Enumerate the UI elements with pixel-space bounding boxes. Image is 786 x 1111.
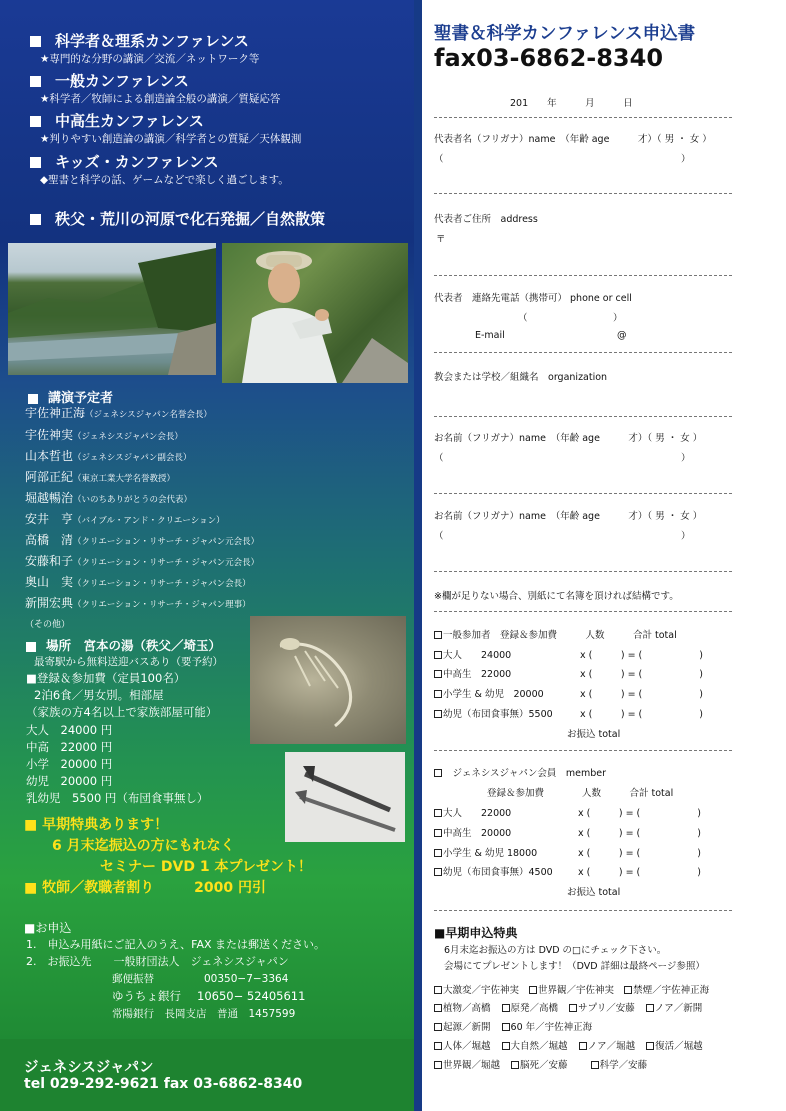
form-title: 聖書＆科学カンファレンス申込書 [434,24,696,44]
early-form-line2: 会場にてプレゼントします！（DVD 詳細は最終ページ参照） [444,961,705,972]
general-row[interactable]: 小学生 & 幼児 20000 [434,686,544,700]
member-qty[interactable]: x ( ) = ( ) [578,828,701,839]
dvd-option[interactable]: ノア／堀越 [579,1041,636,1052]
checkbox[interactable] [434,769,442,777]
dvd-option[interactable]: 科学／安藤 [591,1060,648,1071]
rep-name-field[interactable]: （ ） [434,154,691,165]
dvd-option[interactable]: 世界観／堀越 [434,1060,500,1071]
footer-contact: tel 029-292-9621 fax 03-6862-8340 [24,1076,303,1092]
speaker-photo [222,243,408,383]
divider [434,611,732,612]
divider [434,750,732,751]
member-subheader: 登録＆参加費 人数 合計 total [487,788,674,799]
date-field[interactable]: 201 年 月 日 [510,98,633,109]
divider [434,117,732,118]
general-row[interactable]: 大人 24000 [434,647,511,661]
dvd-option[interactable]: 起源／新開 [434,1022,491,1033]
speaker-item: 安藤和子（クリエーション・リサーチ・ジャパン元会長） [25,554,260,568]
conference-highschool-sub: ★判りやすい創造論の講演／科学者との質疑／天体観測 [40,133,302,145]
speaker-item: 安井 亨（バイブル・アンド・クリエーション） [25,512,225,526]
fee-row: 乳幼児 5500 円（布団食事無し） [26,791,209,805]
early-form-title: ■早期申込特典 [434,926,518,940]
member-header: ジェネシスジャパン会員 member [434,765,606,779]
divider [434,193,732,194]
divider [434,416,732,417]
conference-science-sub: ★専門的な分野の講演／交流／ネットワーク等 [40,53,260,65]
early-title: ■ 早期特典あります！ [24,817,169,833]
dvd-row [434,1038,703,1052]
shuttle-note: 最寄駅から無料送迎バスあり（要予約） [34,656,223,668]
dvd-row [434,982,709,996]
note: ※欄が足りない場合、別紙にて名簿を頂ければ結構です。 [434,591,679,602]
dvd-option[interactable]: サプリ／安藤 [569,1003,635,1014]
venue: 場所 宮本の湯（秩父／埼玉） [26,636,221,654]
conference-general-sub: ★科学者／牧師による創造論全般の講演／質疑応答 [40,93,281,105]
conference-science: 科学者＆理系カンファレンス [30,30,249,51]
conference-kids-sub: ◆聖書と科学の話、ゲームなどで楽しく過ごします。 [40,174,289,186]
general-header: 一般参加者 登録＆参加費 人数 合計 total [434,627,677,641]
dvd-row [434,1000,702,1014]
general-row[interactable]: 幼児（布団食事無）5500 [434,706,553,720]
member-row[interactable]: 大人 22000 [434,805,511,819]
divider-bar [414,0,422,1111]
form-fax: fax03-6862-8340 [434,44,664,72]
excursion: 秩父・荒川の河原で化石発掘／自然散策 [30,208,325,229]
dvd-option[interactable]: ノア／新開 [646,1003,703,1014]
fee-row: 中高 22000 円 [26,740,113,754]
dvd-option[interactable]: 原発／高橋 [502,1003,559,1014]
stay-note: 2泊6食／男女別。相部屋 [34,688,164,702]
dvd-row [434,1057,647,1071]
dvd-option[interactable]: 60 年／宇佐神正海 [502,1022,593,1033]
apply-step1: 1. 申込み用紙にご記入のうえ、FAX または郵送ください。 [26,938,326,951]
divider [434,275,732,276]
phone-label: 代表者 連絡先電話（携帯可） phone or cell [434,293,632,304]
footer-org: ジェネシスジャパン [24,1060,154,1076]
fee-label: ■登録＆参加費（定員100名） [26,671,186,685]
bank-postal: 郵便振替 00350−7−3364 [112,973,289,985]
divider [434,910,732,911]
address-field[interactable]: 〒 [436,234,446,245]
org-label[interactable]: 教会または学校／組織名 organization [434,372,608,383]
speaker-item: 阿部正紀（東京工業大学名誉教授） [25,470,176,484]
speakers-heading: 講演予定者 [28,387,113,406]
conference-kids: キッズ・カンファレンス [30,151,219,172]
dvd-option[interactable]: 脳死／安藤 [511,1060,568,1071]
speaker-item: 宇佐神実（ジェネシスジャパン会長） [25,428,183,442]
fossil-photo [250,616,406,744]
dvd-row [434,1019,592,1033]
general-qty[interactable]: x ( ) = ( ) [580,669,703,680]
bank-joyo: 常陽銀行 長岡支店 普通 1457599 [112,1008,296,1020]
fee-row: 大人 24000 円 [26,723,113,737]
early-line1: 6 月末迄振込の方にもれなく [52,838,235,854]
family-note: （家族の方4名以上で家族部屋可能） [26,705,218,719]
email-label: E-mail [475,330,505,341]
name2-label: お名前（フリガナ）name （年齢 age 才）（ 男 ・ 女 ） [434,511,703,522]
address-label: 代表者ご住所 address [434,214,538,225]
apply-step2: 2. お振込先 一般財団法人 ジェネシスジャパン [26,955,289,968]
general-qty[interactable]: x ( ) = ( ) [580,650,703,661]
dvd-option[interactable]: 植物／高橋 [434,1003,491,1014]
dvd-option[interactable]: 人体／堀越 [434,1041,491,1052]
bank-yucho: ゆうちょ銀行 10650− 52405611 [112,989,306,1003]
phone-field[interactable]: （ ） [518,313,623,324]
early-line2: セミナー DVD 1 本プレゼント！ [100,859,312,875]
speaker-item: 奥山 実（クリエーション・リサーチ・ジャパン会長） [25,575,251,589]
name2-field[interactable]: （ ） [434,531,691,542]
divider [434,493,732,494]
email-field[interactable]: @ [617,330,627,341]
general-total[interactable]: お振込 total [567,729,621,740]
checkbox[interactable] [434,631,442,639]
general-qty[interactable]: x ( ) = ( ) [580,689,703,700]
conference-general: 一般カンファレンス [30,70,189,91]
member-qty[interactable]: x ( ) = ( ) [578,848,701,859]
name1-field[interactable]: （ ） [434,453,691,464]
general-qty[interactable]: x ( ) = ( ) [580,709,703,720]
rep-name-label: 代表者名（フリガナ）name （年齢 age 才）（ 男 ・ 女 ） [434,134,712,145]
tool-photo [285,752,405,842]
dvd-option[interactable]: 復活／堀越 [646,1041,703,1052]
apply-heading: ■お申込 [24,921,72,935]
footer-band [0,1039,414,1111]
dvd-option[interactable]: 世界観／宇佐神実 [529,985,614,996]
river-photo [8,243,216,375]
speakers-others: （その他） [25,620,71,630]
speaker-item: 新開宏典（クリエーション・リサーチ・ジャパン理事） [25,596,251,610]
speaker-item: 宇佐神正海（ジェネシスジャパン名誉会長） [25,406,212,420]
member-row[interactable]: 幼児（布団食事無）4500 [434,864,553,878]
fee-row: 小学 20000 円 [26,757,113,771]
member-qty[interactable]: x ( ) = ( ) [578,808,701,819]
name1-label: お名前（フリガナ）name （年齢 age 才）（ 男 ・ 女 ） [434,433,703,444]
divider [434,352,732,353]
member-qty[interactable]: x ( ) = ( ) [578,867,701,878]
member-row[interactable]: 小学生 & 幼児 18000 [434,845,537,859]
conference-highschool: 中高生カンファレンス [30,110,204,131]
member-total[interactable]: お振込 total [567,887,621,898]
member-row[interactable]: 中高生 20000 [434,825,511,839]
dvd-option[interactable]: 大自然／堀越 [502,1041,568,1052]
early-form-line1: 6月末迄お振込の方は DVD の□にチェック下さい。 [444,945,667,956]
fee-row: 幼児 20000 円 [26,774,113,788]
discount: ■ 牧師／教職者割り 2000 円引 [24,880,266,896]
divider [434,571,732,572]
general-row[interactable]: 中高生 22000 [434,666,511,680]
speaker-item: 堀越暢治（いのちありがとうの会代表） [25,491,193,505]
dvd-option[interactable]: 禁煙／宇佐神正海 [624,985,709,996]
speaker-item: 山本哲也（ジェネシスジャパン副会長） [25,449,192,463]
speaker-item: 高橋 清（クリエーション・リサーチ・ジャパン元会長） [25,533,260,547]
dvd-option[interactable]: 大激変／宇佐神実 [434,985,519,996]
